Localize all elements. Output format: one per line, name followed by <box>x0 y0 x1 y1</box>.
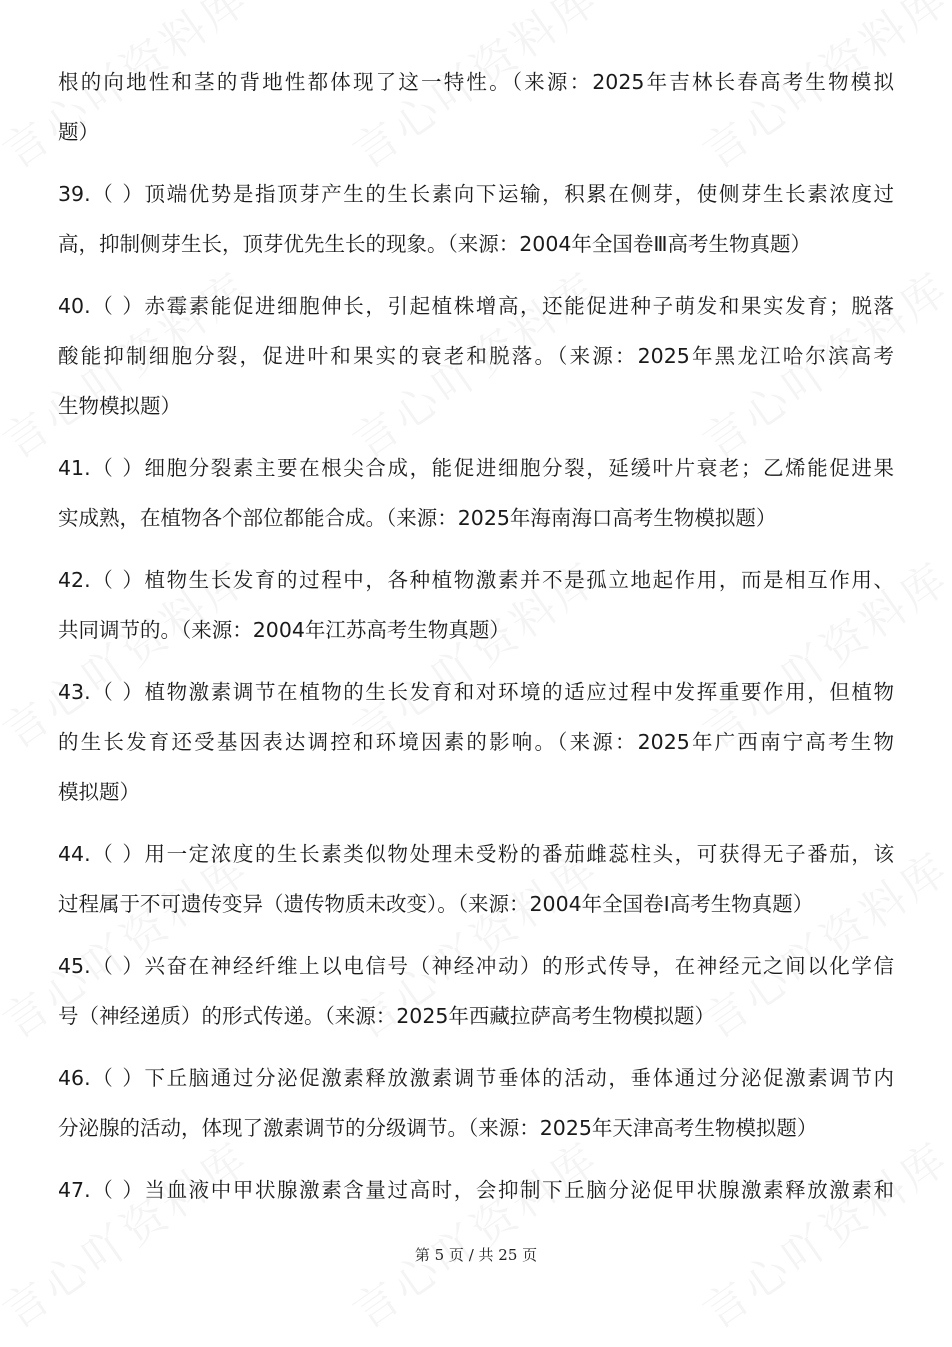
text-line: 实成熟，在植物各个部位都能合成。（来源：2025年海南海口高考生物模拟题） <box>58 506 777 530</box>
text-line: 酸能抑制细胞分裂，促进叶和果实的衰老和脱落。（来源：2025年黑龙江哈尔滨高考 <box>58 344 894 368</box>
text-line: 根的向地性和茎的背地性都体现了这一特性。（来源：2025年吉林长春高考生物模拟 <box>58 70 894 94</box>
question-item <box>58 941 894 1041</box>
text-line: 模拟题） <box>58 780 140 804</box>
text-line: 题） <box>58 120 99 144</box>
text-line: 47.（ ）当血液中甲状腺激素含量过高时，会抑制下丘脑分泌促甲状腺激素释放激素和 <box>58 1178 894 1202</box>
page-number-footer: 第 5 页 / 共 25 页 <box>414 1246 538 1264</box>
question-item <box>58 1165 894 1215</box>
text-line: 号（神经递质）的形式传递。（来源：2025年西藏拉萨高考生物模拟题） <box>58 1004 715 1028</box>
text-line: 42.（ ）植物生长发育的过程中，各种植物激素并不是孤立地起作用，而是相互作用、 <box>58 568 894 592</box>
text-line: 高，抑制侧芽生长，顶芽优先生长的现象。（来源：2004年全国卷Ⅲ高考生物真题） <box>58 232 812 256</box>
text-line: 分泌腺的活动，体现了激素调节的分级调节。（来源：2025年天津高考生物模拟题） <box>58 1116 818 1140</box>
text-line: 生物模拟题） <box>58 394 181 418</box>
question-item <box>58 1053 894 1153</box>
question-item <box>58 667 894 817</box>
text-line: 46.（ ）下丘脑通过分泌促激素释放激素调节垂体的活动，垂体通过分泌促激素调节内 <box>58 1066 894 1090</box>
text-line: 过程属于不可遗传变异（遗传物质未改变）。（来源：2004年全国卷Ⅰ高考生物真题） <box>58 892 814 916</box>
text-line: 41.（ ）细胞分裂素主要在根尖合成，能促进细胞分裂，延缓叶片衰老；乙烯能促进果 <box>58 456 894 480</box>
text-line: 44.（ ）用一定浓度的生长素类似物处理未受粉的番茄雌蕊柱头，可获得无子番茄，该 <box>58 842 894 866</box>
question-item <box>58 555 894 655</box>
text-line: 39.（ ）顶端优势是指顶芽产生的生长素向下运输，积累在侧芽，使侧芽生长素浓度过 <box>58 182 894 206</box>
paragraph-continuation <box>58 57 894 157</box>
question-item <box>58 829 894 929</box>
question-item <box>58 443 894 543</box>
text-line: 的生长发育还受基因表达调控和环境因素的影响。（来源：2025年广西南宁高考生物 <box>58 730 894 754</box>
text-line: 43.（ ）植物激素调节在植物的生长发育和对环境的适应过程中发挥重要作用，但植物 <box>58 680 894 704</box>
text-line: 45.（ ）兴奋在神经纤维上以电信号（神经冲动）的形式传导，在神经元之间以化学信 <box>58 954 894 978</box>
document-body <box>58 57 894 1227</box>
text-line: 共同调节的。（来源：2004年江苏高考生物真题） <box>58 618 510 642</box>
question-item <box>58 281 894 431</box>
question-item <box>58 169 894 269</box>
text-line: 40.（ ）赤霉素能促进细胞伸长，引起植株增高，还能促进种子萌发和果实发育；脱落 <box>58 294 894 318</box>
